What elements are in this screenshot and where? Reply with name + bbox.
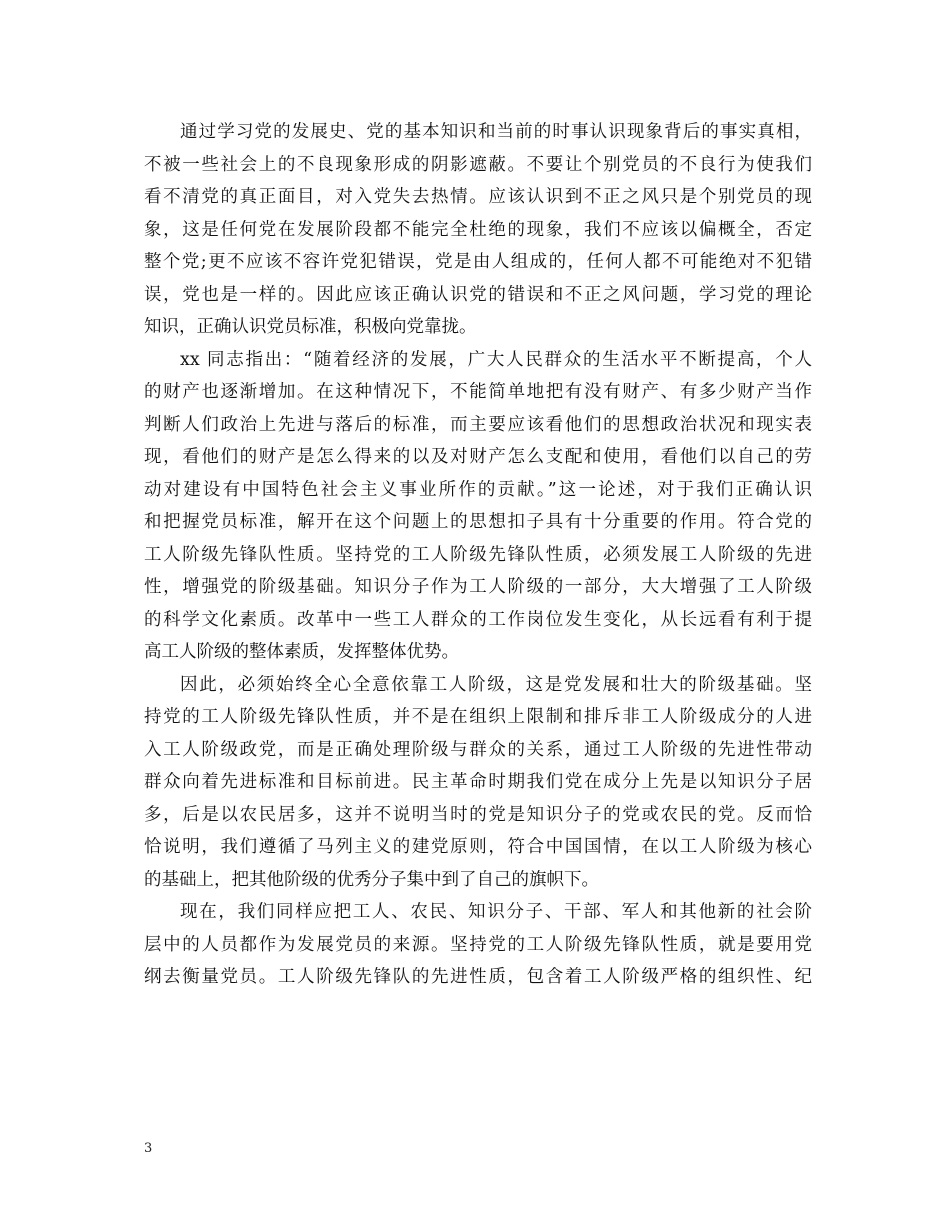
text-line: 的科学文化素质。改革中一些工人群众的工作岗位发生变化，从长远看有利于提 — [144, 609, 812, 630]
text-line: 不被一些社会上的不良现象形成的阴影遮蔽。不要让个别党员的不良行为使我们 — [144, 154, 812, 175]
text-line: 工人阶级先锋队性质。坚持党的工人阶级先锋队性质，必须发展工人阶级的先进 — [144, 544, 812, 565]
text-line: 象，这是任何党在发展阶段都不能完全杜绝的现象，我们不应该以偏概全，否定 — [144, 219, 812, 240]
text-line: 因此，必须始终全心全意依靠工人阶级，这是党发展和壮大的阶级基础。坚 — [180, 674, 812, 695]
text-line: 持党的工人阶级先锋队性质，并不是在组织上限制和排斥非工人阶级成分的人进 — [144, 707, 812, 727]
text-line: 多，后是以农民居多，这并不说明当时的党是知识分子的党或农民的党。反而恰 — [144, 804, 812, 825]
text-line: 知识，正确认识党员标准，积极向党靠拢。 — [144, 317, 477, 337]
text-line: 层中的人员都作为发展党员的来源。坚持党的工人阶级先锋队性质，就是要用党 — [144, 934, 812, 955]
text-line: 通过学习党的发展史、党的基本知识和当前的时事认识现象背后的事实真相， — [180, 122, 812, 142]
text-line: 看不清党的真正面目，对入党失去热情。应该认识到不正之风只是个别党员的现 — [144, 187, 812, 207]
text-line: 误，党也是一样的。因此应该正确认识党的错误和不正之风问题，学习党的理论 — [144, 284, 812, 305]
text-line: 现，看他们的财产是怎么得来的以及对财产怎么支配和使用，看他们以自己的劳 — [144, 447, 812, 467]
text-line: 性，增强党的阶级基础。知识分子作为工人阶级的一部分，大大增强了工人阶级 — [144, 577, 812, 597]
text-line: xx 同志指出：“随着经济的发展，广大人民群众的生活水平不断提高，个人 — [180, 349, 812, 370]
text-line: 纲去衡量党员。工人阶级先锋队的先进性质，包含着工人阶级严格的组织性、纪 — [144, 967, 812, 987]
text-line: 整个党;更不应该不容许党犯错误，党是由人组成的，任何人都不可能绝对不犯错 — [144, 252, 812, 272]
text-line: 动对建设有中国特色社会主义事业所作的贡献。”这一论述，对于我们正确认识 — [144, 479, 812, 500]
text-line: 的财产也逐渐增加。在这种情况下，不能简单地把有没有财产、有多少财产当作 — [144, 382, 812, 402]
page-number: 3 — [144, 1141, 153, 1156]
text-line: 和把握党员标准，解开在这个问题上的思想扣子具有十分重要的作用。符合党的 — [144, 512, 812, 532]
text-line: 判断人们政治上先进与落后的标准，而主要应该看他们的思想政治状况和现实表 — [144, 414, 812, 435]
body-text — [144, 116, 812, 994]
text-line: 群众向着先进标准和目标前进。民主革命时期我们党在成分上先是以知识分子居 — [144, 772, 812, 792]
text-line: 现在，我们同样应把工人、农民、知识分子、干部、军人和其他新的社会阶 — [180, 902, 812, 922]
text-line: 的基础上，把其他阶级的优秀分子集中到了自己的旗帜下。 — [144, 869, 599, 890]
text-line: 高工人阶级的整体素质，发挥整体优势。 — [144, 642, 459, 662]
text-line: 恰说明，我们遵循了马列主义的建党原则，符合中国国情，在以工人阶级为核心 — [144, 837, 812, 857]
text-line: 入工人阶级政党，而是正确处理阶级与群众的关系，通过工人阶级的先进性带动 — [144, 739, 812, 760]
